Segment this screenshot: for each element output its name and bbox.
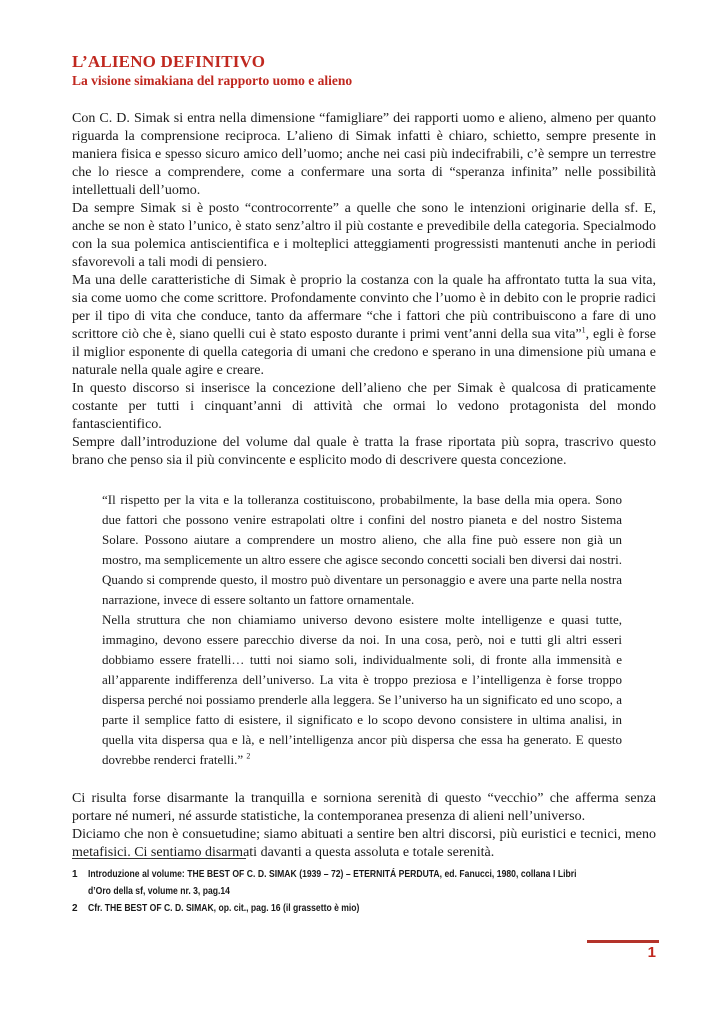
footnote [72, 866, 656, 900]
paragraph: In questo discorso si inserisce la concezione dell’alieno che per Simak è qualcosa di praticamente costante per tutti i cinquant’anni di attività che ormai lo vedono protagonista del mondo fantascientifico. [72, 381, 656, 432]
paragraph: Da sempre Simak si è posto “controcorrente” a quelle che sono le intenzioni originarie della sf. E, anche se non è stato l’unico, è stato senz’altro il più costante e prevedibile della categoria. Specialmodo con la sua polemica antiscientifica e i molteplici atteggiamenti progressisti mantenuti anche in periodi sfavorevoli a tali modi di pensiero. [72, 201, 656, 270]
footnote [72, 900, 656, 917]
paragraph: Sempre dall’introduzione del volume dal quale è tratta la frase riportata più sopra, trascrivo questo brano che penso sia il più convincente e esplicito modo di descrivere questa concezione. [72, 435, 656, 468]
page-number: 1 [647, 944, 656, 961]
footnote-divider [72, 858, 246, 859]
quote-text: Nella struttura che non chiamiamo universo devono esistere molte intelligenze e quasi tutte, immagino, devono essere parecchio diverse da noi. In una cosa, però, noi e tutti gli altri esseri dobbiamo essere fratelli… tutti noi siamo soli, individualmente soli, di fronte alla immensità e all’apparente indifferenza dell’universo. La vita è troppo preziosa e l’intelligenza è forse troppo dispersa perché noi possiamo prenderle alla leggera. Se l’universo ha un significato ed uno scopo, a parte il semplice fatto di esistere, il significato e lo scopo devono consistere in ultima analisi, in quella vita dispersa qua e là, e nell’intelligenza ancor più dispersa che essa ha generato. E questo dovrebbe renderci fratelli.” [102, 612, 622, 767]
document-title: L’ALIENO DEFINITIVO [72, 52, 266, 71]
document-subtitle: La visione simakiana del rapporto uomo e alieno [72, 73, 353, 88]
paragraph-text: Ma una delle caratteristiche di Simak è proprio la costanza con la quale ha affrontato tutta la sua vita, sia come uomo che come scrittore. Profondamente convinto che l’uomo è in debito con le proprie radici per il tipo di vita che conduce, tanto da affermare “che i fattori che più contribuiscono a fare di uno scrittore ciò che è, siano quelli cui è stato esposto durante i primi vent’anni della sua vita” [72, 273, 656, 342]
quote-paragraph: “Il rispetto per la vita e la tolleranza costituiscono, probabilmente, la base della mia opera. Sono due fattori che possono venire estrapolati oltre i confini del nostro pianeta e del nostro Sistema Solare. Possono aiutare a comprendere un mostro alieno, che alla fine può essere non già un mostro, ma semplicemente un altro essere che agisce secondo concetti sociali ben diversi dai nostri. Quando si comprende questo, il mostro può diventare un personaggio e avere una parte nella nostra narrazione, invece di essere soltanto un fattore ornamentale. [102, 492, 622, 607]
footnote-text: Introduzione al volume: THE BEST OF C. D. SIMAK (1939 – 72) – ETERNITÁ PERDUTA, ed. Fanucci, 1980, collana I Libri d’Oro della sf, volume nr. 3, pag.14 [88, 869, 577, 897]
footnotes [72, 866, 656, 917]
paragraph: Con C. D. Simak si entra nella dimensione “famigliare” dei rapporti uomo e alieno, almeno per quanto riguarda la comprensione reciproca. L’alieno di Simak infatti è chiaro, schietto, sempre presente in maniera fisica e spesso sicuro amico dell’uomo; anche nei casi più indecifrabili, c’è sempre un terrestre che lo riesce a comprendere, come a confermare una sorta di “speranza infinita” nelle possibilità intellettuali dell’uomo. [72, 111, 656, 198]
page-number-bar [587, 940, 659, 943]
quote-paragraph [102, 610, 622, 770]
document-page [72, 52, 656, 862]
block-quote [102, 490, 622, 770]
body-text [72, 110, 656, 470]
paragraph: Ci risulta forse disarmante la tranquilla e sorniona serenità di questo “vecchio” che afferma senza portare né numeri, né assurde statistiche, la contemporanea presenza di alieni nell’universo. [72, 791, 656, 824]
paragraph: Diciamo che non è consuetudine; siamo abituati a sentire ben altri discorsi, più euristici e tecnici, meno metafisici. Ci sentiamo disarmati davanti a questa assoluta e totale serenità. [72, 827, 656, 860]
footnote-reference[interactable]: 2 [246, 751, 251, 761]
footnote-number: 2 [72, 903, 78, 914]
footnote-number: 1 [72, 869, 78, 880]
paragraph-text: , egli è forse il miglior esponente di quella categoria di umani che credono e sperano in una dimensione più umana e naturale nella quale agire e creare. [72, 327, 656, 378]
footnote-text: Cfr. THE BEST OF C. D. SIMAK, op. cit., pag. 16 (il grassetto è mio) [88, 903, 360, 914]
body-text-end [72, 790, 656, 862]
footnote-reference[interactable]: 1 [581, 325, 586, 335]
paragraph [72, 272, 656, 380]
